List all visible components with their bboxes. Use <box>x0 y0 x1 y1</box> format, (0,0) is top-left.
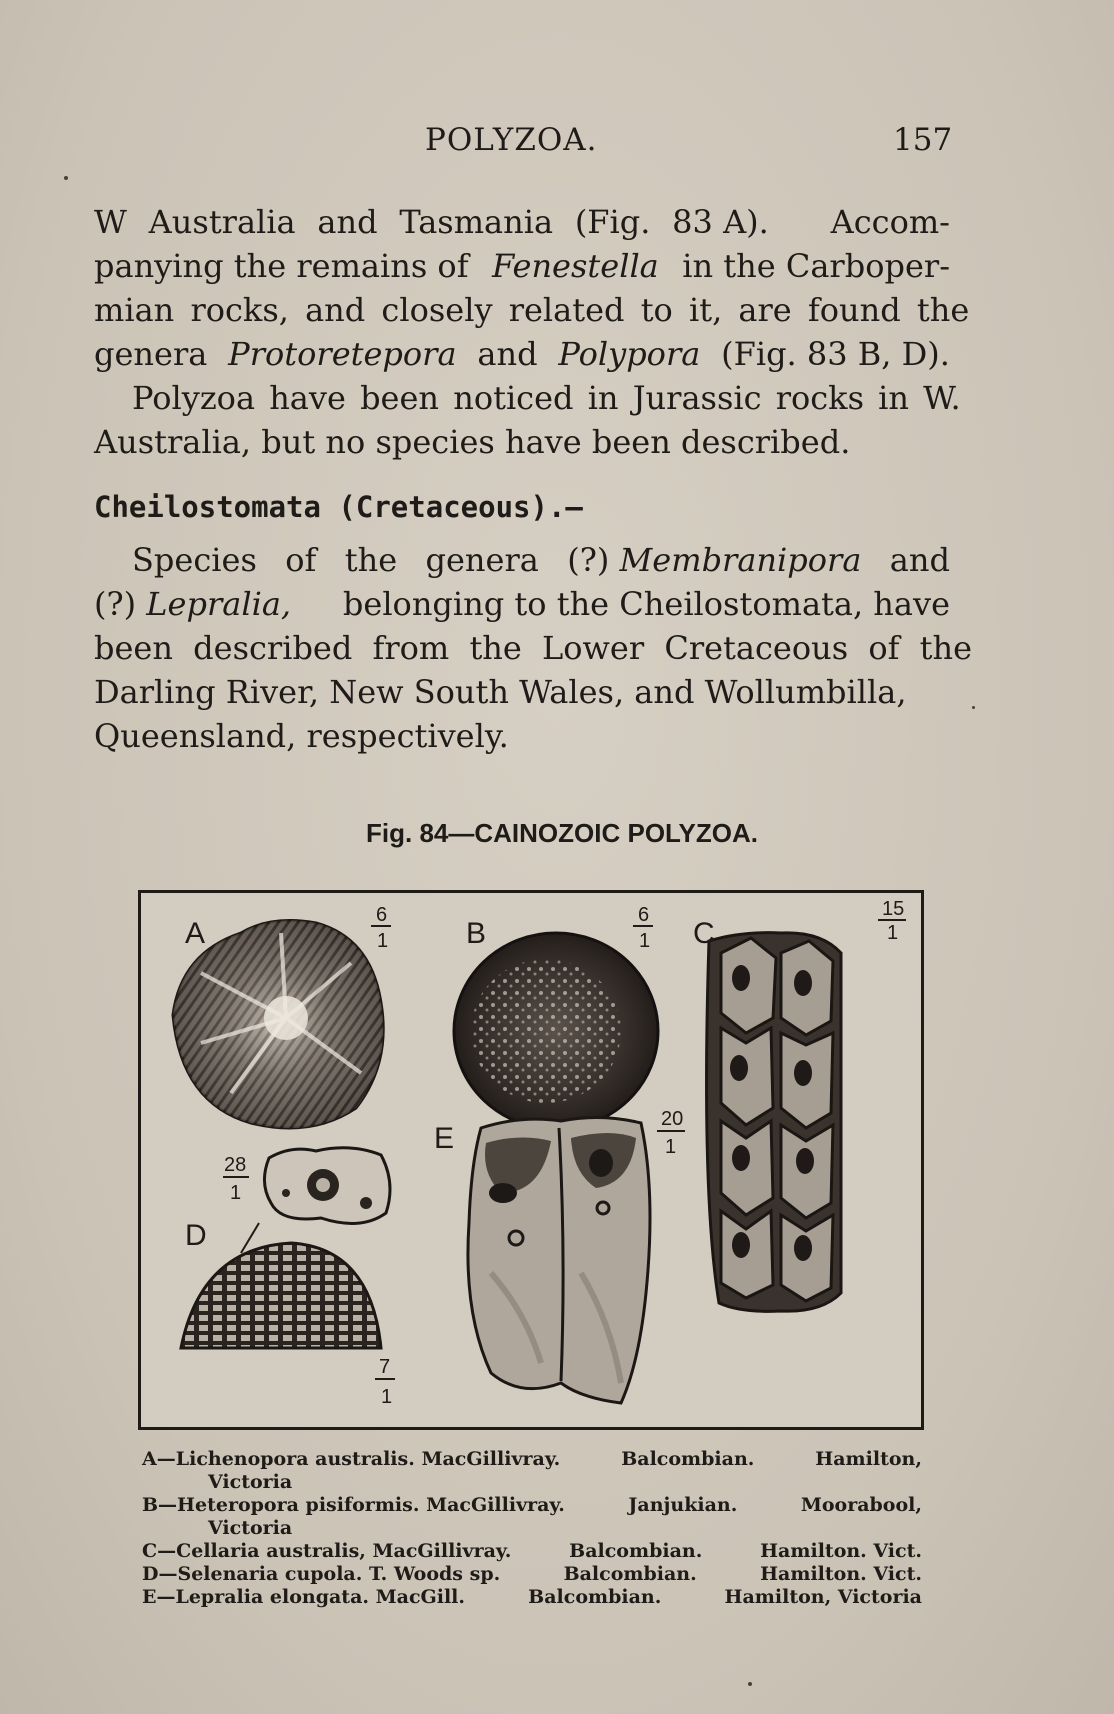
word: genera <box>425 541 539 579</box>
specimen-b-heteropora <box>454 933 658 1129</box>
legend-species: C—Cellaria australis, MacGillivray. <box>142 1540 512 1562</box>
mag-c-num: 15 <box>882 898 905 920</box>
text-line <box>94 420 950 464</box>
paper-speck <box>972 706 975 709</box>
mag-a <box>371 904 391 952</box>
legend-entry-c <box>142 1540 922 1563</box>
specimen-a-lichenopora <box>173 921 383 1128</box>
text-line <box>94 244 950 288</box>
text-span: panying the remains of <box>94 247 469 285</box>
text-line <box>94 332 950 376</box>
legend-locality: Hamilton. Vict. <box>760 1563 922 1585</box>
mag-d <box>223 1154 249 1204</box>
genus-name: Polypora <box>558 335 701 373</box>
specimen-d-selenaria-fragment <box>264 1148 390 1224</box>
text-line <box>94 538 950 582</box>
legend-species: E—Lepralia elongata. MacGill. <box>142 1586 466 1608</box>
legend-stage: Balcombian. <box>621 1448 755 1470</box>
label-d: D <box>185 1219 207 1252</box>
text-span: Australia, but no species have been described. <box>94 423 851 461</box>
specimen-c-cellaria <box>707 933 841 1312</box>
mag-e-den: 1 <box>665 1136 677 1158</box>
paper-speck <box>748 1682 752 1686</box>
specimen-e-lepralia <box>468 1117 650 1403</box>
text-span: in the Carboper- <box>682 247 950 285</box>
word: Species <box>132 541 257 579</box>
mag-e <box>657 1108 685 1158</box>
mag-a-num: 6 <box>376 904 388 926</box>
word: Australia <box>148 203 296 241</box>
figure-plate <box>138 890 924 1430</box>
text-line <box>94 670 950 714</box>
legend-entry-d <box>142 1563 922 1586</box>
mag-d2-num: 7 <box>379 1356 391 1378</box>
word-group <box>567 538 861 582</box>
legend-stage: Balcombian. <box>569 1540 703 1562</box>
text-span: and <box>477 335 538 373</box>
fossil-illustrations <box>141 893 921 1427</box>
legend-locality-cont: Victoria <box>208 1471 293 1493</box>
mag-d2-den: 1 <box>381 1386 393 1408</box>
word: Accom- <box>830 203 950 241</box>
legend-stage: Balcombian. <box>563 1563 697 1585</box>
word: 83 A). <box>672 203 769 241</box>
legend-entry-a <box>142 1448 922 1471</box>
legend-stage: Balcombian. <box>528 1586 662 1608</box>
word-group <box>94 582 291 626</box>
text-line <box>94 626 972 670</box>
label-b: B <box>466 917 487 950</box>
legend-locality: Hamilton. Vict. <box>760 1540 922 1562</box>
text-line <box>94 288 970 332</box>
running-title: POLYZOA. <box>425 122 598 158</box>
text-line <box>94 376 961 420</box>
legend-species: D—Selenaria cupola. T. Woods sp. <box>142 1563 501 1585</box>
genus-name: Protoretepora <box>228 335 457 373</box>
word: W <box>94 203 127 241</box>
genus-name: Lepralia, <box>146 585 292 623</box>
mag-d-den: 1 <box>230 1182 242 1204</box>
legend-stage: Janjukian. <box>628 1494 738 1516</box>
mag-c <box>878 898 906 944</box>
mag-b-num: 6 <box>638 904 650 926</box>
figure-caption: Fig. 84—CAINOZOIC POLYZOA. <box>366 818 758 848</box>
mag-c-den: 1 <box>887 922 899 944</box>
genus-name: Membranipora <box>619 541 862 579</box>
label-a: A <box>185 917 206 950</box>
text-span: Darling River, New South Wales, and Wollumbilla, <box>94 673 907 711</box>
word: of <box>285 541 317 579</box>
mag-a-den: 1 <box>377 930 389 952</box>
text-span: (Fig. 83 B, D). <box>721 335 950 373</box>
text-span: mian rocks, and closely related to it, are found the <box>94 291 970 329</box>
section-heading: Cheilostomata (Cretaceous).— <box>94 490 583 524</box>
paper-speck <box>64 176 68 180</box>
mag-d-num: 28 <box>224 1154 247 1176</box>
legend-locality: Moorabool, <box>800 1494 922 1516</box>
text-span: been described from the Lower Cretaceous of the <box>94 629 972 667</box>
legend-locality: Hamilton, <box>815 1448 922 1470</box>
word: (?) <box>567 541 610 579</box>
legend-locality: Hamilton, Victoria <box>724 1586 922 1608</box>
mag-e-num: 20 <box>661 1108 684 1130</box>
genus-name: Fenestella <box>492 247 659 285</box>
word: and <box>889 541 950 579</box>
text-line <box>94 200 950 244</box>
legend-species: A—Lichenopora australis. MacGillivray. <box>142 1448 561 1470</box>
word: (?) <box>94 585 137 623</box>
legend-locality-cont: Victoria <box>208 1517 293 1539</box>
page-number: 157 <box>893 122 953 158</box>
text-span: Polyzoa have been noticed in Jurassic rocks in W. <box>132 379 961 417</box>
paragraph-1 <box>94 200 970 464</box>
mag-d2 <box>375 1356 395 1408</box>
mag-b <box>633 904 653 952</box>
legend-entry-b <box>142 1494 922 1517</box>
label-e: E <box>434 1122 455 1155</box>
text-span: belonging to the Cheilostomata, have <box>342 585 950 623</box>
word: the <box>344 541 398 579</box>
specimen-d-selenaria-dome <box>181 1243 381 1348</box>
mag-b-den: 1 <box>639 930 651 952</box>
text-span: genera <box>94 335 208 373</box>
label-c: C <box>693 917 715 950</box>
word: and <box>317 203 378 241</box>
word: (Fig. <box>574 203 651 241</box>
text-line <box>94 714 950 758</box>
paragraph-3 <box>94 538 972 758</box>
legend-entry-e <box>142 1586 922 1609</box>
word: Tasmania <box>399 203 554 241</box>
text-line <box>94 582 950 626</box>
figure-legend <box>142 1448 922 1609</box>
legend-species: B—Heteropora pisiformis. MacGillivray. <box>142 1494 565 1516</box>
text-span: Queensland, respectively. <box>94 717 509 755</box>
